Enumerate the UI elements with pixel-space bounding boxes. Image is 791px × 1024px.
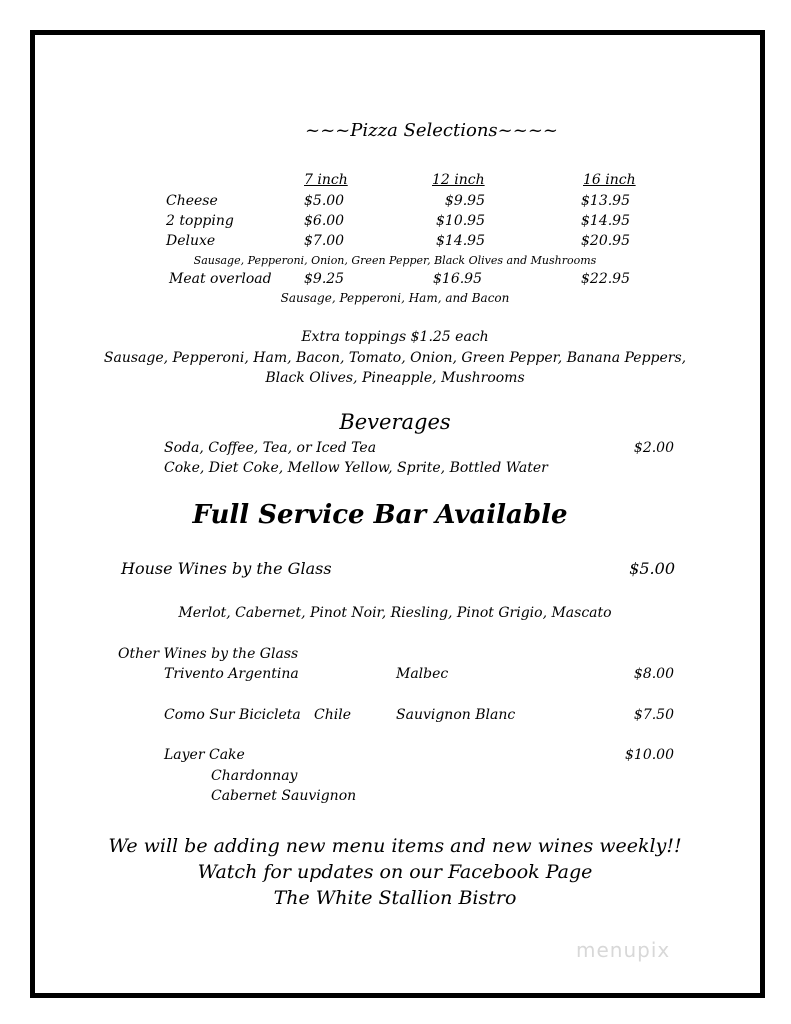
extra-toppings-title: Extra toppings $1.25 each <box>301 329 489 345</box>
deluxe-description: Sausage, Pepperoni, Onion, Green Pepper, Black Olives and Mushrooms <box>193 254 597 267</box>
house-wines-price: $5.00 <box>629 559 675 578</box>
wine-name-trivento: Trivento Argentina <box>164 666 299 682</box>
pizza-price-deluxe-12: $14.95 <box>436 233 485 249</box>
meat-description: Sausage, Pepperoni, Ham, and Bacon <box>280 291 510 305</box>
pizza-price-cheese-7: $5.00 <box>304 193 345 209</box>
extra-toppings-line2: Black Olives, Pineapple, Mushrooms <box>265 370 525 386</box>
footer-line2: Watch for updates on our Facebook Page <box>197 861 593 883</box>
pizza-name-2-topping: 2 topping <box>166 213 234 229</box>
pizza-price-deluxe-7: $7.00 <box>304 233 345 249</box>
beverages-price: $2.00 <box>633 440 674 456</box>
pizza-price-meat-7: $9.25 <box>304 271 345 287</box>
pizza-price-cheese-12: $9.95 <box>444 193 485 209</box>
pizza-price-cheese-16: $13.95 <box>581 193 630 209</box>
wine-price-layer-cake: $10.00 <box>625 747 674 763</box>
size-12-inch: 12 inch <box>432 172 485 188</box>
pizza-name-cheese: Cheese <box>166 193 218 209</box>
wine-name-layer-cake: Layer Cake <box>164 747 245 763</box>
wine-name-como-sur: Como Sur Bicicleta Chile <box>164 707 352 723</box>
pizza-price-2-topping-16: $14.95 <box>581 213 630 229</box>
footer-line1: We will be adding new menu items and new wines weekly!! <box>108 835 682 857</box>
menupix-watermark: menupix <box>576 938 671 962</box>
layer-cake-cabernet: Cabernet Sauvignon <box>211 788 357 804</box>
beverages-line1: Soda, Coffee, Tea, or Iced Tea <box>164 440 377 456</box>
pizza-name-meat-overload: Meat overload <box>169 271 272 287</box>
house-wines-list: Merlot, Cabernet, Pinot Noir, Riesling, Pinot Grigio, Mascato <box>178 605 612 621</box>
pizza-price-2-topping-12: $10.95 <box>436 213 485 229</box>
layer-cake-chardonnay: Chardonnay <box>211 768 298 784</box>
wine-type-malbec: Malbec <box>396 666 449 682</box>
pizza-name-deluxe: Deluxe <box>166 233 216 249</box>
pizza-price-deluxe-16: $20.95 <box>581 233 630 249</box>
wine-type-sauvignon-blanc: Sauvignon Blanc <box>396 707 516 723</box>
other-wines-label: Other Wines by the Glass <box>118 646 299 662</box>
pizza-price-meat-16: $22.95 <box>581 271 630 287</box>
bar-title: Full Service Bar Available <box>192 500 568 530</box>
footer-line3: The White Stallion Bistro <box>273 887 517 909</box>
wine-price-como-sur: $7.50 <box>633 707 674 723</box>
pizza-title: ~~~Pizza Selections~~~~ <box>305 120 558 141</box>
pizza-price-2-topping-7: $6.00 <box>304 213 345 229</box>
beverages-title: Beverages <box>339 410 451 434</box>
pizza-price-meat-12: $16.95 <box>433 271 482 287</box>
size-16-inch: 16 inch <box>583 172 636 188</box>
wine-price-trivento: $8.00 <box>633 666 674 682</box>
house-wines-label: House Wines by the Glass <box>121 559 332 578</box>
size-7-inch: 7 inch <box>304 172 348 188</box>
beverages-line2: Coke, Diet Coke, Mellow Yellow, Sprite, Bottled Water <box>164 460 548 476</box>
extra-toppings-line1: Sausage, Pepperoni, Ham, Bacon, Tomato, Onion, Green Pepper, Banana Peppers, <box>103 350 687 366</box>
